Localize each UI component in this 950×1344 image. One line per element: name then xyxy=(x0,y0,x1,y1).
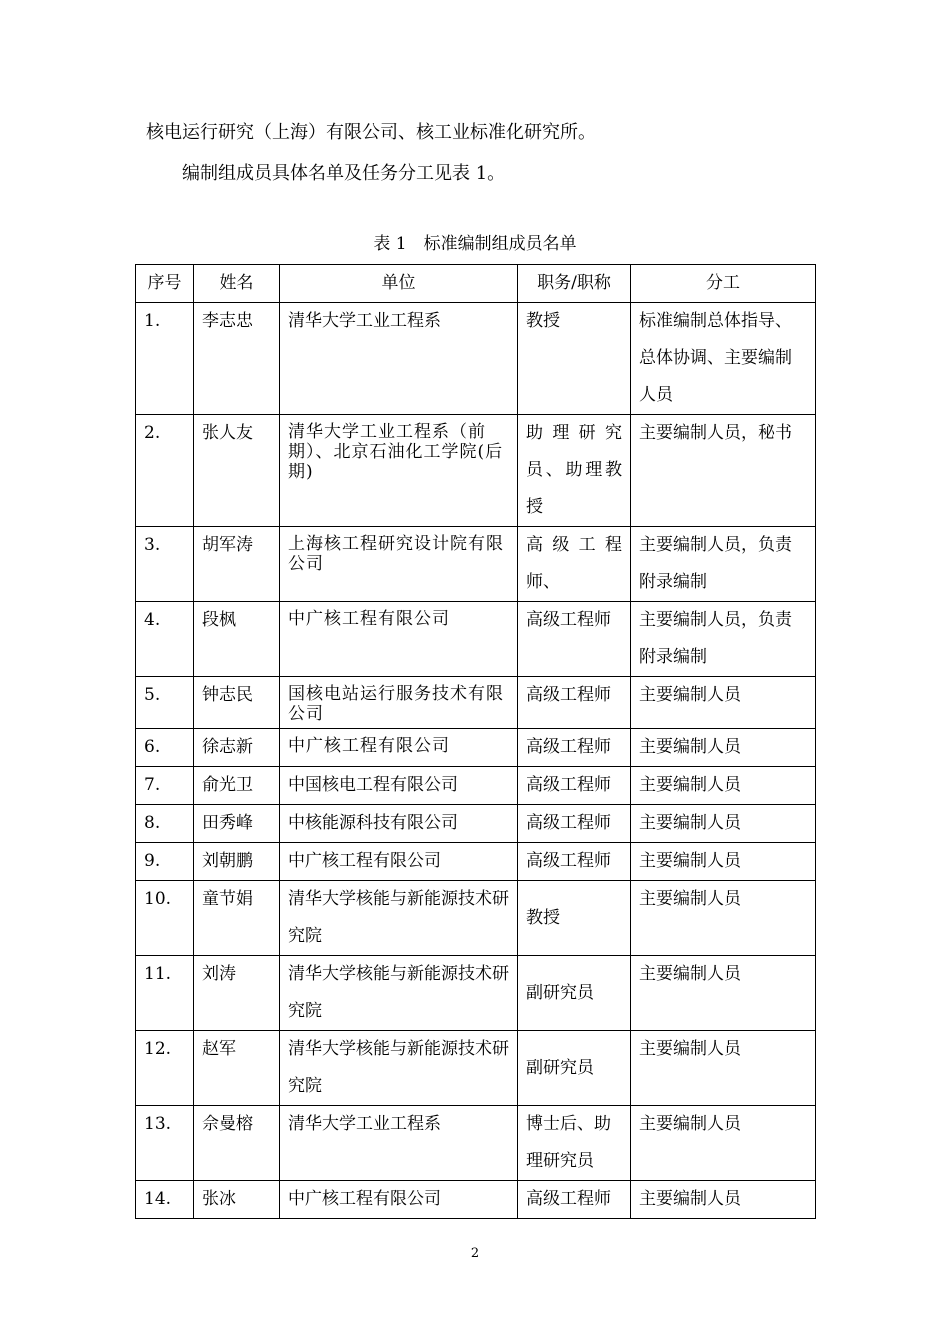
cell-no: 2. xyxy=(136,415,194,527)
cell-no: 6. xyxy=(136,729,194,767)
cell-title: 高级工程师 xyxy=(518,729,631,767)
table-row xyxy=(136,729,816,767)
cell-name: 李志忠 xyxy=(194,303,280,415)
header-unit: 单位 xyxy=(280,265,518,303)
cell-task: 主要编制人员 xyxy=(631,1181,816,1219)
cell-no: 13. xyxy=(136,1106,194,1181)
cell-no: 5. xyxy=(136,677,194,729)
cell-unit: 中广核工程有限公司 xyxy=(280,843,518,881)
table-row xyxy=(136,677,816,729)
cell-title: 助 理 研 究员、助理教授 xyxy=(518,415,631,527)
cell-title: 高 级 工 程师、 xyxy=(518,527,631,602)
cell-name: 刘朝鹏 xyxy=(194,843,280,881)
cell-task: 主要编制人员 xyxy=(631,767,816,805)
table-row xyxy=(136,767,816,805)
header-title: 职务/职称 xyxy=(518,265,631,303)
table-row xyxy=(136,303,816,415)
table-row xyxy=(136,805,816,843)
table-row xyxy=(136,1181,816,1219)
cell-unit: 国核电站运行服务技术有限公司 xyxy=(280,677,518,729)
cell-unit: 中广核工程有限公司 xyxy=(280,729,518,767)
cell-unit: 清华大学工业工程系 xyxy=(280,1106,518,1181)
cell-name: 刘涛 xyxy=(194,956,280,1031)
cell-unit: 中广核工程有限公司 xyxy=(280,602,518,677)
cell-title: 高级工程师 xyxy=(518,805,631,843)
header-name: 姓名 xyxy=(194,265,280,303)
table-row xyxy=(136,956,816,1031)
cell-no: 7. xyxy=(136,767,194,805)
cell-name: 徐志新 xyxy=(194,729,280,767)
cell-title: 高级工程师 xyxy=(518,1181,631,1219)
cell-name: 童节娟 xyxy=(194,881,280,956)
table-row xyxy=(136,602,816,677)
cell-name: 张人友 xyxy=(194,415,280,527)
cell-task: 主要编制人员 xyxy=(631,843,816,881)
cell-unit: 中国核电工程有限公司 xyxy=(280,767,518,805)
cell-name: 佘曼榕 xyxy=(194,1106,280,1181)
cell-task: 主要编制人员 xyxy=(631,956,816,1031)
cell-title: 高级工程师 xyxy=(518,767,631,805)
cell-title: 教授 xyxy=(518,881,631,956)
table-row xyxy=(136,527,816,602)
cell-task: 主要编制人员，负责附录编制 xyxy=(631,602,816,677)
cell-unit: 清华大学核能与新能源技术研究院 xyxy=(280,881,518,956)
cell-name: 赵军 xyxy=(194,1031,280,1106)
cell-name: 张冰 xyxy=(194,1181,280,1219)
cell-name: 田秀峰 xyxy=(194,805,280,843)
cell-no: 1. xyxy=(136,303,194,415)
cell-unit: 上海核工程研究设计院有限公司 xyxy=(280,527,518,602)
cell-name: 钟志民 xyxy=(194,677,280,729)
cell-no: 8. xyxy=(136,805,194,843)
cell-task: 主要编制人员 xyxy=(631,805,816,843)
table-header-row xyxy=(136,265,816,303)
cell-title: 副研究员 xyxy=(518,1031,631,1106)
cell-no: 4. xyxy=(136,602,194,677)
cell-no: 10. xyxy=(136,881,194,956)
table-row xyxy=(136,415,816,527)
cell-task: 标准编制总体指导、总体协调、主要编制人员 xyxy=(631,303,816,415)
cell-title: 高级工程师 xyxy=(518,602,631,677)
cell-unit: 清华大学工业工程系 xyxy=(280,303,518,415)
table-row xyxy=(136,1031,816,1106)
cell-task: 主要编制人员 xyxy=(631,677,816,729)
cell-task: 主要编制人员 xyxy=(631,1106,816,1181)
cell-unit: 中广核工程有限公司 xyxy=(280,1181,518,1219)
cell-name: 段枫 xyxy=(194,602,280,677)
cell-task: 主要编制人员 xyxy=(631,881,816,956)
cell-unit: 清华大学核能与新能源技术研究院 xyxy=(280,1031,518,1106)
cell-task: 主要编制人员，负责附录编制 xyxy=(631,527,816,602)
cell-unit: 中核能源科技有限公司 xyxy=(280,805,518,843)
table-row xyxy=(136,881,816,956)
cell-no: 3. xyxy=(136,527,194,602)
cell-task: 主要编制人员 xyxy=(631,1031,816,1106)
cell-no: 9. xyxy=(136,843,194,881)
cell-task: 主要编制人员，秘书 xyxy=(631,415,816,527)
cell-name: 俞光卫 xyxy=(194,767,280,805)
header-no: 序号 xyxy=(136,265,194,303)
cell-name: 胡军涛 xyxy=(194,527,280,602)
member-table xyxy=(135,264,816,1219)
cell-title: 教授 xyxy=(518,303,631,415)
cell-title: 高级工程师 xyxy=(518,677,631,729)
header-task: 分工 xyxy=(631,265,816,303)
cell-no: 11. xyxy=(136,956,194,1031)
cell-no: 14. xyxy=(136,1181,194,1219)
cell-unit: 清华大学核能与新能源技术研究院 xyxy=(280,956,518,1031)
cell-no: 12. xyxy=(136,1031,194,1106)
page-number: 2 xyxy=(470,1246,480,1261)
cell-title: 博士后、助理研究员 xyxy=(518,1106,631,1181)
table-row xyxy=(136,843,816,881)
body-paragraph-1: 核电运行研究（上海）有限公司、核工业标准化研究所。 xyxy=(146,122,596,143)
cell-unit: 清华大学工业工程系（前期）、北京石油化工学院(后期) xyxy=(280,415,518,527)
cell-task: 主要编制人员 xyxy=(631,729,816,767)
body-paragraph-2: 编制组成员具体名单及任务分工见表 1。 xyxy=(182,163,506,184)
cell-title: 副研究员 xyxy=(518,956,631,1031)
cell-title: 高级工程师 xyxy=(518,843,631,881)
table-row xyxy=(136,1106,816,1181)
table-caption: 表 1 标准编制组成员名单 xyxy=(373,234,577,254)
